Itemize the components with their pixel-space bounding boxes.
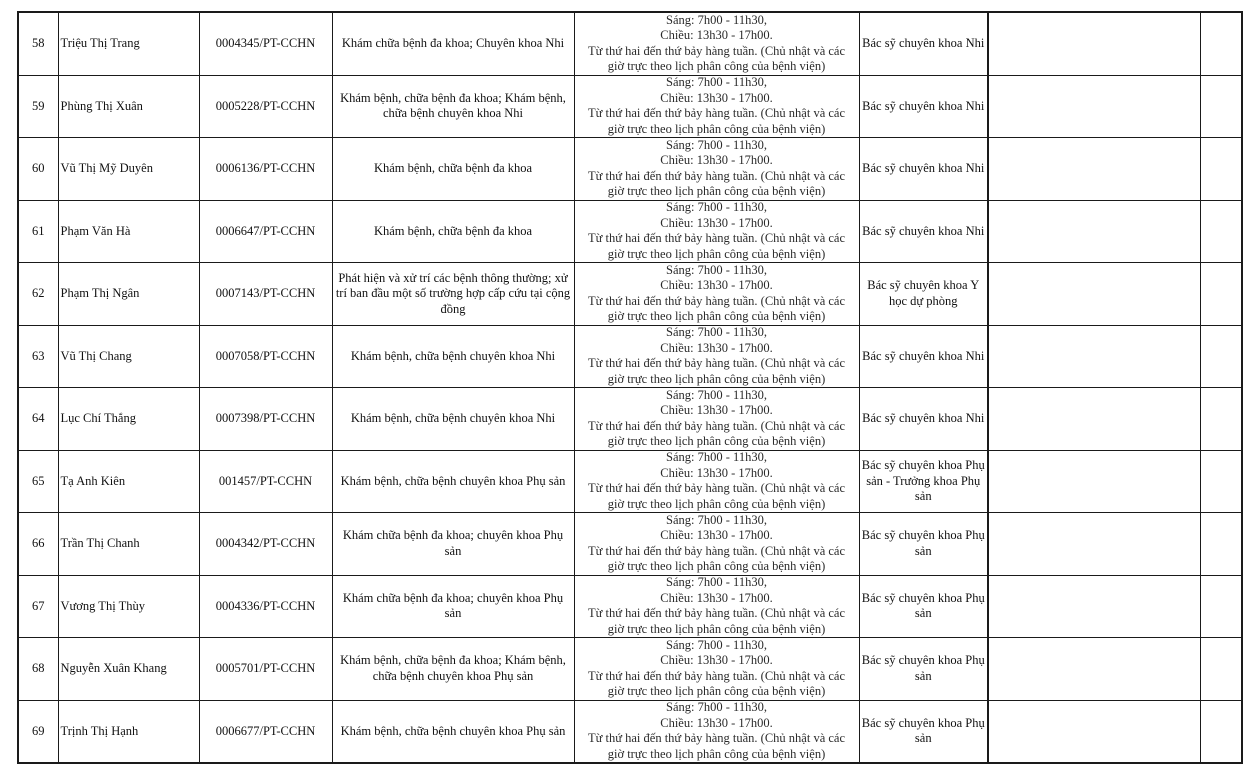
empty-cell xyxy=(988,575,1200,638)
empty-cell xyxy=(988,700,1200,763)
practitioner-name: Phạm Thị Ngân xyxy=(58,263,199,326)
practice-scope: Khám bệnh, chữa bệnh chuyên khoa Nhi xyxy=(332,388,574,451)
practice-scope: Khám bệnh, chữa bệnh chuyên khoa Phụ sản xyxy=(332,450,574,513)
table-row xyxy=(18,200,1242,263)
position-title: Bác sỹ chuyên khoa Y học dự phòng xyxy=(859,263,988,326)
certificate-number: 0004345/PT-CCHN xyxy=(199,12,332,75)
working-hours xyxy=(574,200,859,263)
certificate-number: 001457/PT-CCHN xyxy=(199,450,332,513)
row-number: 61 xyxy=(18,200,58,263)
certificate-number: 0006677/PT-CCHN xyxy=(199,700,332,763)
empty-cell-narrow xyxy=(1200,575,1242,638)
row-number: 64 xyxy=(18,388,58,451)
hours-morning: Sáng: 7h00 - 11h30, xyxy=(666,13,767,27)
hours-afternoon: Chiều: 13h30 - 17h00. xyxy=(660,465,773,480)
hours-days: Từ thứ hai đến thứ bảy hàng tuần. (Chủ nhật và các xyxy=(587,731,846,746)
hours-afternoon: Chiều: 13h30 - 17h00. xyxy=(660,715,773,730)
empty-cell xyxy=(988,325,1200,388)
row-number: 62 xyxy=(18,263,58,326)
hours-days: Từ thứ hai đến thứ bảy hàng tuần. (Chủ nhật và các xyxy=(587,606,846,621)
row-number: 60 xyxy=(18,138,58,201)
practitioner-name: Vương Thị Thùy xyxy=(58,575,199,638)
hours-duty: giờ trực theo lịch phân công của bệnh viện) xyxy=(607,621,826,636)
hours-afternoon: Chiều: 13h30 - 17h00. xyxy=(660,653,773,668)
empty-cell-narrow xyxy=(1200,263,1242,326)
hours-afternoon: Chiều: 13h30 - 17h00. xyxy=(660,215,773,230)
hours-duty: giờ trực theo lịch phân công của bệnh viện) xyxy=(607,434,826,449)
working-hours xyxy=(574,575,859,638)
practice-scope: Phát hiện và xử trí các bệnh thông thường; xử trí ban đầu một số trường hợp cấp cứu tại cộng đồng xyxy=(332,263,574,326)
practitioner-name: Trịnh Thị Hạnh xyxy=(58,700,199,763)
position-title: Bác sỹ chuyên khoa Phụ sản xyxy=(859,700,988,763)
certificate-number: 0006647/PT-CCHN xyxy=(199,200,332,263)
table-row xyxy=(18,700,1242,763)
row-number: 68 xyxy=(18,638,58,701)
hours-duty: giờ trực theo lịch phân công của bệnh viện) xyxy=(607,59,826,74)
empty-cell xyxy=(988,12,1200,75)
table-row xyxy=(18,325,1242,388)
position-title: Bác sỹ chuyên khoa Nhi xyxy=(859,388,988,451)
empty-cell-narrow xyxy=(1200,200,1242,263)
empty-cell xyxy=(988,388,1200,451)
empty-cell-narrow xyxy=(1200,325,1242,388)
position-title: Bác sỹ chuyên khoa Phụ sản xyxy=(859,575,988,638)
hours-duty: giờ trực theo lịch phân công của bệnh viện) xyxy=(607,246,826,261)
position-title: Bác sỹ chuyên khoa Nhi xyxy=(859,12,988,75)
hours-duty: giờ trực theo lịch phân công của bệnh viện) xyxy=(607,121,826,136)
position-title: Bác sỹ chuyên khoa Phụ sản xyxy=(859,638,988,701)
row-number: 59 xyxy=(18,75,58,138)
hours-duty: giờ trực theo lịch phân công của bệnh viện) xyxy=(607,559,826,574)
hours-morning: Sáng: 7h00 - 11h30, xyxy=(666,575,767,590)
table-row xyxy=(18,638,1242,701)
certificate-number: 0004342/PT-CCHN xyxy=(199,513,332,576)
empty-cell xyxy=(988,75,1200,138)
row-number: 66 xyxy=(18,513,58,576)
hours-days: Từ thứ hai đến thứ bảy hàng tuần. (Chủ nhật và các xyxy=(587,43,846,58)
row-number: 67 xyxy=(18,575,58,638)
hours-days: Từ thứ hai đến thứ bảy hàng tuần. (Chủ nhật và các xyxy=(587,168,846,183)
table-row xyxy=(18,450,1242,513)
working-hours xyxy=(574,138,859,201)
empty-cell-narrow xyxy=(1200,638,1242,701)
table-row xyxy=(18,75,1242,138)
table-row xyxy=(18,513,1242,576)
position-title: Bác sỹ chuyên khoa Nhi xyxy=(859,325,988,388)
working-hours xyxy=(574,700,859,763)
practice-scope: Khám bệnh, chữa bệnh đa khoa xyxy=(332,138,574,201)
hours-morning: Sáng: 7h00 - 11h30, xyxy=(666,388,767,402)
empty-cell-narrow xyxy=(1200,388,1242,451)
hours-morning: Sáng: 7h00 - 11h30, xyxy=(666,75,767,90)
table-body xyxy=(18,12,1242,763)
hours-afternoon: Chiều: 13h30 - 17h00. xyxy=(660,403,773,418)
certificate-number: 0004336/PT-CCHN xyxy=(199,575,332,638)
table-row xyxy=(18,263,1242,326)
hours-afternoon: Chiều: 13h30 - 17h00. xyxy=(660,340,773,355)
hours-afternoon: Chiều: 13h30 - 17h00. xyxy=(660,28,773,43)
practitioner-name: Phạm Văn Hà xyxy=(58,200,199,263)
hours-duty: giờ trực theo lịch phân công của bệnh viện) xyxy=(607,309,826,324)
working-hours xyxy=(574,388,859,451)
hours-days: Từ thứ hai đến thứ bảy hàng tuần. (Chủ nhật và các xyxy=(587,231,846,246)
hours-morning: Sáng: 7h00 - 11h30, xyxy=(666,450,767,465)
working-hours xyxy=(574,12,859,75)
table-row xyxy=(18,575,1242,638)
empty-cell-narrow xyxy=(1200,700,1242,763)
certificate-number: 0005228/PT-CCHN xyxy=(199,75,332,138)
hours-afternoon: Chiều: 13h30 - 17h00. xyxy=(660,90,773,105)
empty-cell xyxy=(988,263,1200,326)
hours-duty: giờ trực theo lịch phân công của bệnh viện) xyxy=(607,371,826,386)
working-hours xyxy=(574,638,859,701)
hours-days: Từ thứ hai đến thứ bảy hàng tuần. (Chủ nhật và các xyxy=(587,543,846,558)
hours-morning: Sáng: 7h00 - 11h30, xyxy=(666,638,767,652)
practitioner-name: Triệu Thị Trang xyxy=(58,12,199,75)
certificate-number: 0007058/PT-CCHN xyxy=(199,325,332,388)
hours-duty: giờ trực theo lịch phân công của bệnh viện) xyxy=(607,496,826,511)
position-title: Bác sỹ chuyên khoa Nhi xyxy=(859,75,988,138)
working-hours xyxy=(574,325,859,388)
practitioner-name: Lục Chí Thắng xyxy=(58,388,199,451)
practitioner-name: Vũ Thị Chang xyxy=(58,325,199,388)
practitioner-name: Tạ Anh Kiên xyxy=(58,450,199,513)
practitioner-table xyxy=(17,11,1243,764)
practice-scope: Khám chữa bệnh đa khoa; Chuyên khoa Nhi xyxy=(332,12,574,75)
empty-cell-narrow xyxy=(1200,450,1242,513)
practitioner-name: Trần Thị Chanh xyxy=(58,513,199,576)
practitioner-name: Phùng Thị Xuân xyxy=(58,75,199,138)
hours-days: Từ thứ hai đến thứ bảy hàng tuần. (Chủ nhật và các xyxy=(587,481,846,496)
hours-days: Từ thứ hai đến thứ bảy hàng tuần. (Chủ nhật và các xyxy=(587,106,846,121)
position-title: Bác sỹ chuyên khoa Phụ sản - Trưởng khoa Phụ sản xyxy=(859,450,988,513)
row-number: 58 xyxy=(18,12,58,75)
working-hours xyxy=(574,263,859,326)
table-row xyxy=(18,388,1242,451)
empty-cell xyxy=(988,638,1200,701)
practitioner-name: Vũ Thị Mỹ Duyên xyxy=(58,138,199,201)
hours-morning: Sáng: 7h00 - 11h30, xyxy=(666,138,767,152)
row-number: 69 xyxy=(18,700,58,763)
hours-morning: Sáng: 7h00 - 11h30, xyxy=(666,200,767,215)
hours-days: Từ thứ hai đến thứ bảy hàng tuần. (Chủ nhật và các xyxy=(587,356,846,371)
empty-cell-narrow xyxy=(1200,513,1242,576)
hours-days: Từ thứ hai đến thứ bảy hàng tuần. (Chủ nhật và các xyxy=(587,668,846,683)
certificate-number: 0007143/PT-CCHN xyxy=(199,263,332,326)
practitioner-name: Nguyễn Xuân Khang xyxy=(58,638,199,701)
empty-cell xyxy=(988,513,1200,576)
row-number: 65 xyxy=(18,450,58,513)
practice-scope: Khám bệnh, chữa bệnh đa khoa; Khám bệnh, chữa bệnh chuyên khoa Nhi xyxy=(332,75,574,138)
hours-duty: giờ trực theo lịch phân công của bệnh viện) xyxy=(607,746,826,761)
practice-scope: Khám bệnh, chữa bệnh chuyên khoa Nhi xyxy=(332,325,574,388)
hours-afternoon: Chiều: 13h30 - 17h00. xyxy=(660,153,773,168)
empty-cell-narrow xyxy=(1200,12,1242,75)
row-number: 63 xyxy=(18,325,58,388)
working-hours xyxy=(574,513,859,576)
table-row xyxy=(18,138,1242,201)
hours-afternoon: Chiều: 13h30 - 17h00. xyxy=(660,278,773,293)
certificate-number: 0005701/PT-CCHN xyxy=(199,638,332,701)
hours-afternoon: Chiều: 13h30 - 17h00. xyxy=(660,590,773,605)
empty-cell xyxy=(988,138,1200,201)
hours-duty: giờ trực theo lịch phân công của bệnh viện) xyxy=(607,184,826,199)
practice-scope: Khám bệnh, chữa bệnh chuyên khoa Phụ sản xyxy=(332,700,574,763)
practice-scope: Khám bệnh, chữa bệnh đa khoa xyxy=(332,200,574,263)
working-hours xyxy=(574,75,859,138)
empty-cell-narrow xyxy=(1200,75,1242,138)
hours-morning: Sáng: 7h00 - 11h30, xyxy=(666,263,767,277)
hours-duty: giờ trực theo lịch phân công của bệnh viện) xyxy=(607,684,826,699)
hours-days: Từ thứ hai đến thứ bảy hàng tuần. (Chủ nhật và các xyxy=(587,293,846,308)
practice-scope: Khám chữa bệnh đa khoa; chuyên khoa Phụ sản xyxy=(332,513,574,576)
table-row xyxy=(18,12,1242,75)
practice-scope: Khám chữa bệnh đa khoa; chuyên khoa Phụ sản xyxy=(332,575,574,638)
position-title: Bác sỹ chuyên khoa Nhi xyxy=(859,138,988,201)
empty-cell-narrow xyxy=(1200,138,1242,201)
hours-morning: Sáng: 7h00 - 11h30, xyxy=(666,700,767,715)
hours-morning: Sáng: 7h00 - 11h30, xyxy=(666,325,767,340)
hours-afternoon: Chiều: 13h30 - 17h00. xyxy=(660,528,773,543)
hours-morning: Sáng: 7h00 - 11h30, xyxy=(666,513,767,527)
empty-cell xyxy=(988,450,1200,513)
certificate-number: 0006136/PT-CCHN xyxy=(199,138,332,201)
working-hours xyxy=(574,450,859,513)
position-title: Bác sỹ chuyên khoa Nhi xyxy=(859,200,988,263)
practice-scope: Khám bệnh, chữa bệnh đa khoa; Khám bệnh, chữa bệnh chuyên khoa Phụ sản xyxy=(332,638,574,701)
hours-days: Từ thứ hai đến thứ bảy hàng tuần. (Chủ nhật và các xyxy=(587,418,846,433)
certificate-number: 0007398/PT-CCHN xyxy=(199,388,332,451)
empty-cell xyxy=(988,200,1200,263)
position-title: Bác sỹ chuyên khoa Phụ sản xyxy=(859,513,988,576)
